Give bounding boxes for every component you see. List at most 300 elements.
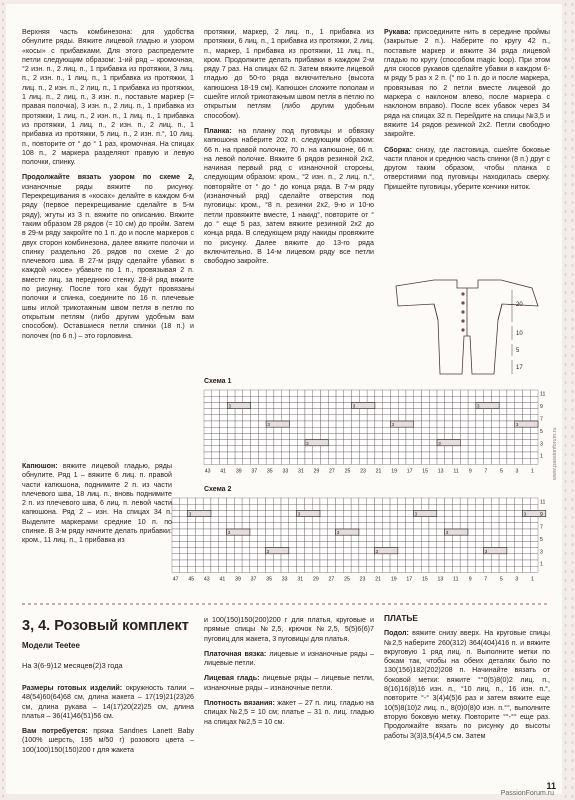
grid-cell	[515, 510, 523, 516]
grid-cell	[522, 523, 530, 529]
grid-cell	[367, 421, 375, 427]
grid-cell	[336, 498, 344, 504]
grid-cell	[352, 427, 360, 433]
column-number: 41	[220, 468, 227, 475]
schema-1-chart	[200, 386, 550, 484]
grid-cell	[437, 510, 445, 516]
grid-cell	[203, 560, 211, 566]
hood-continued-text: протяжки, маркер, 2 лиц. п., 1 прибавка из протяжки, 6 лиц. п., 1 прибавка из протяжки, 2 лиц. п., маркер, 1 прибавка из протяжки, 11 лиц. п., кром. Продолжите делать прибавки в каждом 2-м ряду 7 раз. На спицах 62 п. Затем вяжите лицевой гладью до 50-го ряда включительно (высота капюшона 18-19 см). Капюшон сложите пополам и сшейте иглой трикотажным швом петля в петлю по открытым петлям (либо другим удобным способом).	[204, 28, 374, 120]
grid-cell	[522, 390, 530, 396]
grid-cell	[476, 390, 484, 396]
grid-cell	[336, 396, 344, 402]
schema-2-label: Схема 2	[204, 486, 232, 493]
grid-cell	[406, 498, 414, 504]
grid-cell	[328, 517, 336, 523]
grid-cell	[359, 440, 367, 446]
grid-cell	[289, 523, 297, 529]
grid-cell	[203, 523, 211, 529]
hood-lead: Капюшон:	[22, 462, 58, 470]
grid-cell	[258, 396, 266, 402]
section-divider	[22, 603, 550, 605]
grid-cell	[328, 415, 336, 421]
grid-cell	[421, 415, 429, 421]
grid-cell	[273, 517, 281, 523]
grid-cell	[476, 548, 484, 554]
grid-cell	[251, 421, 259, 427]
grid-cell	[491, 517, 499, 523]
grid-cell	[499, 396, 507, 402]
grid-cell	[398, 535, 406, 541]
grid-cell	[336, 433, 344, 439]
grid-cell	[180, 529, 188, 535]
grid-cell	[312, 504, 320, 510]
grid-cell	[321, 396, 329, 402]
grid-cell	[374, 554, 382, 560]
grid-cell	[172, 541, 180, 547]
grid-cell	[483, 523, 491, 529]
grid-cell	[336, 510, 344, 516]
grid-cell	[289, 548, 297, 554]
model-subtitle: Модели Teetee	[22, 641, 80, 650]
grid-cell	[289, 415, 297, 421]
grid-cell	[453, 433, 461, 439]
grid-cell	[367, 409, 375, 415]
grid-cell	[437, 427, 445, 433]
grid-cell	[483, 510, 491, 516]
grid-cell	[289, 566, 297, 572]
grid-cell	[414, 421, 422, 427]
grid-cell	[507, 421, 515, 427]
decorative-dots-right	[562, 0, 575, 800]
grid-cell	[507, 529, 515, 535]
grid-cell	[421, 523, 429, 529]
grid-cell	[258, 390, 266, 396]
grid-cell	[195, 548, 203, 554]
grid-cell	[530, 458, 538, 464]
grid-cell	[484, 452, 492, 458]
grid-cell	[421, 529, 429, 535]
grid-cell	[367, 446, 375, 452]
grid-cell	[484, 390, 492, 396]
grid-cell	[367, 566, 375, 572]
grid-cell	[195, 554, 203, 560]
grid-cell	[266, 452, 274, 458]
grid-cell	[468, 390, 476, 396]
grid-cell	[413, 560, 421, 566]
grid-cell	[336, 452, 344, 458]
grid-cell	[234, 548, 242, 554]
dimensions-text: окружность талии – 48(54)60(64)68 см, длина жакета – 17(19)21(23)26 см, длина рукава – 14(17)20(22)25 см, длина платья – 36(41)46(51)56 см.	[22, 684, 194, 720]
grid-cell	[491, 510, 499, 516]
grid-cell	[251, 458, 259, 464]
schema-2-chart	[168, 494, 550, 594]
grid-cell	[398, 415, 406, 421]
grid-cell	[344, 433, 352, 439]
grid-cell	[460, 415, 468, 421]
grid-cell	[281, 560, 289, 566]
grid-cell	[235, 396, 243, 402]
grid-cell	[483, 541, 491, 547]
grid-cell	[328, 433, 336, 439]
grid-cell	[243, 421, 251, 427]
column-number: 15	[421, 576, 428, 583]
grid-cell	[297, 541, 305, 547]
grid-cell	[313, 427, 321, 433]
grid-cell	[234, 560, 242, 566]
materials-text: пряжа Sandnes Lanett Baby (100% шерсть, 195 м/50 г) розового цвета – 100(100)150(150)200 г для жакета	[22, 727, 194, 754]
grid-cell	[507, 548, 515, 554]
grid-cell	[445, 396, 453, 402]
cable-mark-label: 3	[484, 548, 488, 554]
row-number: 5	[540, 536, 543, 543]
grid-cell	[305, 409, 313, 415]
materials-lead: Вам потребуется:	[22, 727, 88, 736]
grid-cell	[390, 396, 398, 402]
grid-cell	[398, 529, 406, 535]
column-number: 13	[437, 468, 444, 475]
grid-cell	[383, 427, 391, 433]
grid-cell	[235, 440, 243, 446]
grid-cell	[530, 396, 538, 402]
grid-cell	[344, 421, 352, 427]
grid-cell	[468, 523, 476, 529]
grid-cell	[211, 566, 219, 572]
grid-cell	[212, 452, 220, 458]
grid-cell	[211, 529, 219, 535]
grid-cell	[507, 535, 515, 541]
grid-cell	[235, 433, 243, 439]
grid-cell	[289, 446, 297, 452]
grid-cell	[220, 440, 228, 446]
grid-cell	[328, 396, 336, 402]
grid-cell	[460, 510, 468, 516]
grid-cell	[266, 440, 274, 446]
column-number: 11	[453, 576, 459, 583]
grid-cell	[242, 548, 250, 554]
grid-cell	[343, 517, 351, 523]
grid-cell	[297, 566, 305, 572]
grid-cell	[242, 498, 250, 504]
grid-cell	[499, 452, 507, 458]
grid-cell	[375, 415, 383, 421]
grid-cell	[343, 504, 351, 510]
grid-cell	[522, 396, 530, 402]
grid-cell	[530, 517, 538, 523]
grid-cell	[452, 498, 460, 504]
grid-cell	[212, 409, 220, 415]
grid-cell	[530, 504, 538, 510]
grid-cell	[297, 554, 305, 560]
grid-cell	[312, 541, 320, 547]
grid-cell	[374, 566, 382, 572]
grid-cell	[328, 560, 336, 566]
grid-cell	[452, 548, 460, 554]
grid-cell	[227, 498, 235, 504]
grid-cell	[398, 560, 406, 566]
grid-cell	[359, 427, 367, 433]
column-number: 5	[499, 468, 503, 475]
grid-cell	[421, 566, 429, 572]
grid-cell	[282, 402, 290, 408]
grid-cell	[398, 427, 406, 433]
grid-cell	[460, 390, 468, 396]
grid-cell	[445, 458, 453, 464]
grid-cell	[390, 504, 398, 510]
grid-cell	[483, 535, 491, 541]
grid-cell	[250, 541, 258, 547]
grid-cell	[220, 409, 228, 415]
grid-cell	[274, 458, 282, 464]
grid-cell	[273, 523, 281, 529]
grid-cell	[359, 523, 367, 529]
grid-cell	[421, 427, 429, 433]
grid-cell	[195, 529, 203, 535]
grid-cell	[421, 421, 429, 427]
column-number: 33	[282, 468, 289, 475]
grid-cell	[406, 517, 414, 523]
grid-cell	[515, 560, 523, 566]
grid-cell	[343, 560, 351, 566]
column-number: 13	[437, 576, 444, 583]
cable-mark-label: 3	[267, 422, 270, 428]
grid-cell	[328, 554, 336, 560]
grid-cell	[429, 529, 437, 535]
grid-cell	[258, 498, 266, 504]
grid-cell	[421, 554, 429, 560]
grid-cell	[437, 560, 445, 566]
grid-cell	[320, 517, 328, 523]
grid-cell	[491, 566, 499, 572]
grid-cell	[522, 548, 530, 554]
grid-cell	[452, 560, 460, 566]
grid-cell	[304, 529, 312, 535]
grid-cell	[499, 440, 507, 446]
grid-cell	[212, 433, 220, 439]
grid-cell	[406, 415, 414, 421]
grid-cell	[297, 535, 305, 541]
grid-cell	[382, 510, 390, 516]
grid-cell	[227, 440, 235, 446]
grid-cell	[258, 452, 266, 458]
column-number: 3	[515, 576, 519, 583]
grid-cell	[522, 504, 530, 510]
grid-cell	[507, 415, 515, 421]
grid-cell	[390, 402, 398, 408]
grid-cell	[289, 529, 297, 535]
grid-cell	[515, 523, 523, 529]
grid-cell	[320, 535, 328, 541]
grid-cell	[227, 421, 235, 427]
grid-cell	[390, 560, 398, 566]
grid-cell	[289, 440, 297, 446]
grid-cell	[367, 427, 375, 433]
grid-cell	[297, 446, 305, 452]
grid-cell	[515, 396, 523, 402]
garter-stitch-lead: Платочная вязка:	[204, 649, 267, 658]
grid-cell	[297, 433, 305, 439]
grid-cell	[344, 458, 352, 464]
grid-cell	[460, 427, 468, 433]
sleeves-paragraph	[384, 28, 550, 140]
grid-cell	[305, 415, 313, 421]
grid-cell	[445, 548, 453, 554]
grid-cell	[227, 458, 235, 464]
grid-cell	[484, 440, 492, 446]
grid-cell	[530, 541, 538, 547]
grid-cell	[515, 458, 523, 464]
grid-cell	[483, 560, 491, 566]
grid-cell	[297, 402, 305, 408]
grid-cell	[328, 529, 336, 535]
grid-cell	[180, 548, 188, 554]
grid-cell	[212, 402, 220, 408]
grid-cell	[437, 498, 445, 504]
cable-mark-label: 3	[352, 403, 356, 409]
cable-mark-label: 3	[438, 440, 441, 446]
grid-cell	[243, 409, 251, 415]
grid-cell	[383, 433, 391, 439]
grid-cell	[195, 517, 203, 523]
grid-cell	[212, 440, 220, 446]
grid-cell	[289, 554, 297, 560]
grid-cell	[414, 440, 422, 446]
grid-cell	[429, 409, 437, 415]
grid-cell	[352, 452, 360, 458]
grid-cell	[305, 390, 313, 396]
grid-cell	[203, 504, 211, 510]
grid-cell	[367, 504, 375, 510]
grid-cell	[530, 554, 538, 560]
grid-cell	[421, 504, 429, 510]
grid-cell	[390, 427, 398, 433]
grid-cell	[406, 440, 414, 446]
grid-cell	[289, 541, 297, 547]
grid-cell	[406, 554, 414, 560]
grid-cell	[297, 523, 305, 529]
grid-cell	[220, 396, 228, 402]
grid-cell	[530, 548, 538, 554]
grid-cell	[414, 390, 422, 396]
grid-cell	[522, 517, 530, 523]
grid-cell	[437, 523, 445, 529]
grid-cell	[522, 554, 530, 560]
grid-cell	[195, 566, 203, 572]
grid-cell	[320, 560, 328, 566]
grid-cell	[250, 504, 258, 510]
column-number: 17	[406, 468, 413, 475]
grid-cell	[375, 427, 383, 433]
grid-cell	[274, 440, 282, 446]
grid-cell	[499, 458, 507, 464]
column-number: 7	[484, 468, 488, 475]
grid-cell	[359, 452, 367, 458]
gauge-text: жакет – 27 п. лиц. гладью на спицах №2,5 = 10 см; платье – 31 п. лиц. гладью на спицах №2,5 = 10 см.	[204, 699, 374, 726]
grid-cell	[234, 554, 242, 560]
grid-cell	[211, 504, 219, 510]
grid-cell	[398, 440, 406, 446]
grid-cell	[375, 396, 383, 402]
grid-cell	[204, 440, 212, 446]
grid-cell	[383, 421, 391, 427]
grid-cell	[445, 504, 453, 510]
grid-cell	[507, 510, 515, 516]
grid-cell	[312, 566, 320, 572]
grid-cell	[289, 498, 297, 504]
column-3	[384, 28, 550, 198]
grid-cell	[499, 510, 507, 516]
grid-cell	[351, 548, 359, 554]
grid-cell	[352, 421, 360, 427]
grid-cell	[336, 402, 344, 408]
grid-cell	[491, 523, 499, 529]
grid-cell	[507, 560, 515, 566]
grid-cell	[530, 560, 538, 566]
grid-cell	[406, 566, 414, 572]
grid-cell	[437, 517, 445, 523]
grid-cell	[265, 554, 273, 560]
column-number: 37	[250, 576, 257, 583]
grid-cell	[491, 541, 499, 547]
grid-cell	[297, 415, 305, 421]
grid-cell	[242, 566, 250, 572]
grid-cell	[476, 554, 484, 560]
grid-cell	[258, 548, 266, 554]
grid-cell	[352, 446, 360, 452]
grid-cell	[483, 566, 491, 572]
grid-cell	[265, 541, 273, 547]
grid-cell	[234, 517, 242, 523]
grid-cell	[265, 529, 273, 535]
grid-cell	[382, 560, 390, 566]
column-number: 45	[188, 576, 195, 583]
assembly-text: снизу, где ластовица, сшейте боковые части планок и среднюю часть спинки (8 п.) друг с другом таким образом, чтобы планка с отверстиями под пуговицы находилась сверху. Пришейте пуговицы, уберите кончики ниток.	[384, 145, 550, 191]
grid-cell	[266, 458, 274, 464]
grid-cell	[437, 535, 445, 541]
grid-cell	[491, 415, 499, 421]
grid-cell	[328, 510, 336, 516]
grid-cell	[398, 504, 406, 510]
grid-cell	[282, 440, 290, 446]
grid-cell	[383, 458, 391, 464]
grid-cell	[321, 446, 329, 452]
grid-cell	[491, 535, 499, 541]
grid-cell	[413, 504, 421, 510]
grid-cell	[429, 504, 437, 510]
grid-cell	[234, 566, 242, 572]
grid-cell	[321, 402, 329, 408]
grid-cell	[484, 421, 492, 427]
grid-cell	[227, 446, 235, 452]
grid-cell	[476, 504, 484, 510]
grid-cell	[304, 535, 312, 541]
grid-cell	[491, 396, 499, 402]
grid-cell	[352, 409, 360, 415]
grid-cell	[374, 529, 382, 535]
grid-cell	[203, 541, 211, 547]
grid-cell	[460, 548, 468, 554]
grid-cell	[413, 517, 421, 523]
grid-cell	[251, 427, 259, 433]
grid-cell	[382, 529, 390, 535]
grid-cell	[273, 498, 281, 504]
grid-cell	[250, 535, 258, 541]
grid-cell	[172, 498, 180, 504]
grid-cell	[251, 409, 259, 415]
column-number: 11	[453, 468, 459, 475]
grid-cell	[188, 498, 196, 504]
cable-mark-label: 3	[228, 403, 232, 409]
grid-cell	[220, 415, 228, 421]
